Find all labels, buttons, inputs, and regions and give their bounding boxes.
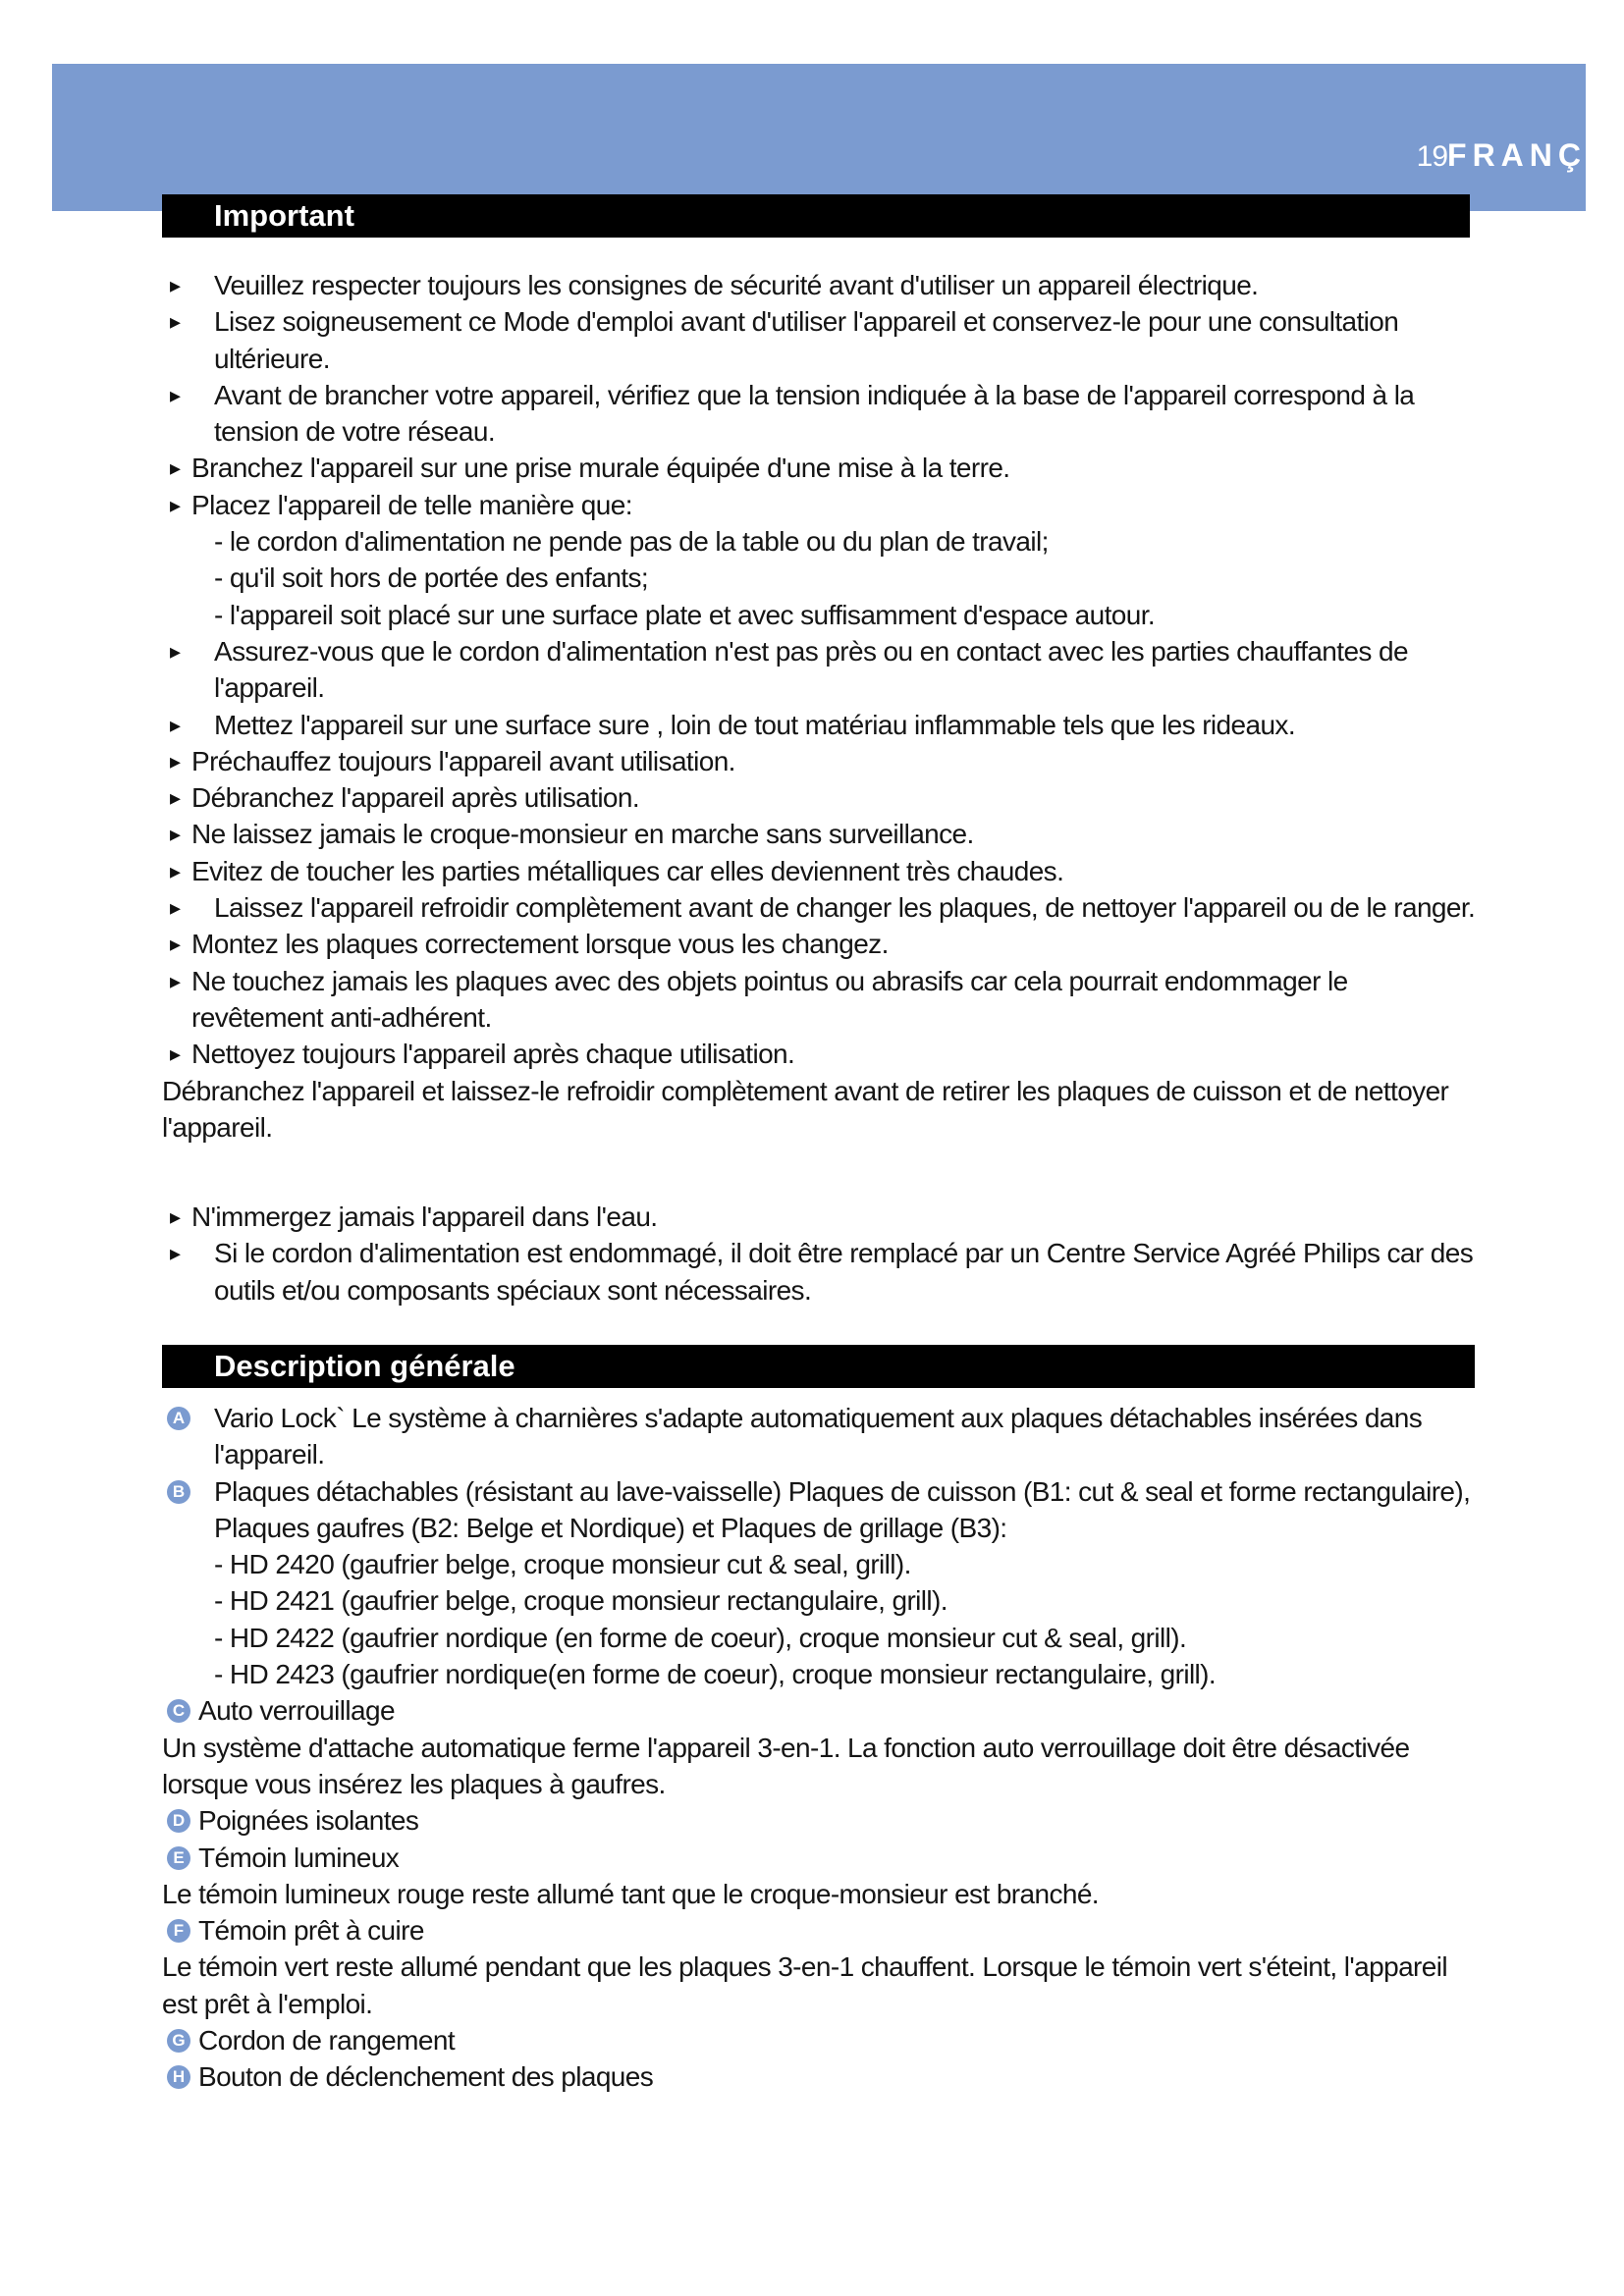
list-item: ▸ Branchez l'appareil sur une prise murale équipée d'une mise à la terre. — [162, 450, 1478, 486]
letter-g-icon: G — [167, 2029, 190, 2053]
letter-h-icon: H — [167, 2065, 190, 2089]
description-item-b: B Plaques détachables (résistant au lave-vaisselle) Plaques de cuisson (B1: cut & seal et forme rectangulaire), Plaques gaufres (B2: Belge et Nordique) et Plaques de grillage (B3): — [162, 1473, 1478, 1547]
auto-lock-paragraph: Un système d'attache automatique ferme l'appareil 3-en-1. La fonction auto verrouillage doit être désactivée lorsque vous insérez les plaques à gaufres. — [162, 1732, 1410, 1799]
header-band — [52, 64, 1586, 211]
letter-e-icon: E — [167, 1846, 190, 1870]
ready-paragraph: Le témoin vert reste allumé pendant que les plaques 3-en-1 chauffent. Lorsque le témoin vert s'éteint, l'appareil est prêt à l'emploi. — [162, 1951, 1447, 2019]
bullet-icon: ▸ — [170, 273, 181, 297]
bullet-icon: ▸ — [170, 382, 181, 407]
list-item: ▸ Avant de brancher votre appareil, vérifiez que la tension indiquée à la base de l'appareil correspond à la tension de votre réseau. — [162, 377, 1478, 451]
model-line: - HD 2421 (gaufrier belge, croque monsieur rectangulaire, grill). — [214, 1585, 947, 1617]
bullet-icon: ▸ — [170, 785, 181, 811]
description-item-f: F Témoin prêt à cuire — [162, 1912, 1478, 1949]
list-item: ▸ Ne laissez jamais le croque-monsieur en marche sans surveillance. — [162, 816, 1478, 852]
bullet-icon: ▸ — [170, 712, 181, 737]
model-line: - HD 2422 (gaufrier nordique (en forme de coeur), croque monsieur cut & seal, grill). — [214, 1622, 1187, 1653]
description-item-e: E Témoin lumineux — [162, 1840, 1478, 1876]
bullet-icon: ▸ — [170, 638, 181, 664]
list-item: ▸ Laissez l'appareil refroidir complètement avant de changer les plaques, de nettoyer l'appareil ou de le ranger. — [162, 889, 1478, 926]
list-item: ▸ Montez les plaques correctement lorsque vous les changez. — [162, 926, 1478, 962]
placement-subitem: - qu'il soit hors de portée des enfants; — [214, 562, 649, 594]
description-item-d: D Poignées isolantes — [162, 1802, 1478, 1839]
model-line: - HD 2423 (gaufrier nordique(en forme de coeur), croque monsieur rectangulaire, grill). — [214, 1659, 1217, 1690]
list-item: ▸ Ne touchez jamais les plaques avec des objets pointus ou abrasifs car cela pourrait endommager le revêtement anti-adhérent. — [162, 963, 1478, 1037]
unplug-paragraph: Débranchez l'appareil et laissez-le refroidir complètement avant de retirer les plaques de cuisson et de nettoyer l'appareil. — [162, 1075, 1449, 1143]
bullet-icon: ▸ — [170, 1041, 181, 1067]
list-item: ▸ Si le cordon d'alimentation est endommagé, il doit être remplacé par un Centre Service Agréé Philips car des outils et/ou composants spéciaux sont nécessaires. — [162, 1235, 1478, 1308]
letter-c-icon: C — [167, 1699, 190, 1723]
placement-subitem: - le cordon d'alimentation ne pende pas de la table ou du plan de travail; — [214, 526, 1049, 558]
bullet-icon: ▸ — [170, 455, 181, 481]
bullet-icon: ▸ — [170, 1204, 181, 1229]
important-list — [162, 267, 1478, 1146]
letter-a-icon: A — [167, 1407, 190, 1430]
section-title-description: Description générale — [162, 1345, 1475, 1388]
list-item: ▸ Assurez-vous que le cordon d'alimentation n'est pas près ou en contact avec les parties chauffantes de l'appareil. — [162, 633, 1478, 707]
model-line: - HD 2420 (gaufrier belge, croque monsieur cut & seal, grill). — [214, 1549, 911, 1580]
description-item-g: G Cordon de rangement — [162, 2022, 1478, 2058]
description-item-a: A Vario Lock` Le système à charnières s'adapte automatiquement aux plaques détachables insérées dans l'appareil. — [162, 1400, 1478, 1473]
list-item: ▸ Veuillez respecter toujours les consignes de sécurité avant d'utiliser un appareil électrique. — [162, 267, 1478, 303]
important-list-continued — [162, 1199, 1478, 1308]
page-header — [1417, 137, 1587, 174]
bullet-icon: ▸ — [170, 858, 181, 883]
bullet-icon: ▸ — [170, 1241, 181, 1266]
list-item: ▸ Evitez de toucher les parties métalliques car elles deviennent très chaudes. — [162, 853, 1478, 889]
bullet-icon: ▸ — [170, 309, 181, 335]
bullet-icon: ▸ — [170, 822, 181, 847]
bullet-icon: ▸ — [170, 492, 181, 517]
list-item: ▸ Lisez soigneusement ce Mode d'emploi avant d'utiliser l'appareil et conservez-le pour une consultation ultérieure. — [162, 303, 1478, 377]
description-item-h: H Bouton de déclenchement des plaques — [162, 2058, 1478, 2095]
letter-b-icon: B — [167, 1480, 190, 1504]
list-item: ▸ Mettez l'appareil sur une surface sure , loin de tout matériau inflammable tels que les rideaux. — [162, 707, 1478, 743]
description-list — [162, 1400, 1478, 2096]
bullet-icon: ▸ — [170, 932, 181, 957]
list-item: ▸ Débranchez l'appareil après utilisation. — [162, 779, 1478, 816]
letter-d-icon: D — [167, 1809, 190, 1833]
list-item: ▸ N'immergez jamais l'appareil dans l'eau. — [162, 1199, 1478, 1235]
letter-f-icon: F — [167, 1919, 190, 1943]
list-item: ▸ Placez l'appareil de telle manière que: — [162, 487, 1478, 523]
page-number: 19 — [1416, 140, 1448, 173]
placement-subitem: - l'appareil soit placé sur une surface plate et avec suffisamment d'espace autour. — [214, 599, 1156, 630]
list-item: ▸ Nettoyez toujours l'appareil après chaque utilisation. — [162, 1036, 1478, 1072]
bullet-icon: ▸ — [170, 968, 181, 993]
bullet-icon: ▸ — [170, 748, 181, 774]
language-label: FRANÇ — [1447, 137, 1587, 173]
list-item: ▸ Préchauffez toujours l'appareil avant utilisation. — [162, 743, 1478, 779]
bullet-icon: ▸ — [170, 895, 181, 921]
description-item-c: C Auto verrouillage — [162, 1692, 1478, 1729]
indicator-paragraph: Le témoin lumineux rouge reste allumé tant que le croque-monsieur est branché. — [162, 1878, 1099, 1909]
section-title-important: Important — [162, 194, 1470, 238]
